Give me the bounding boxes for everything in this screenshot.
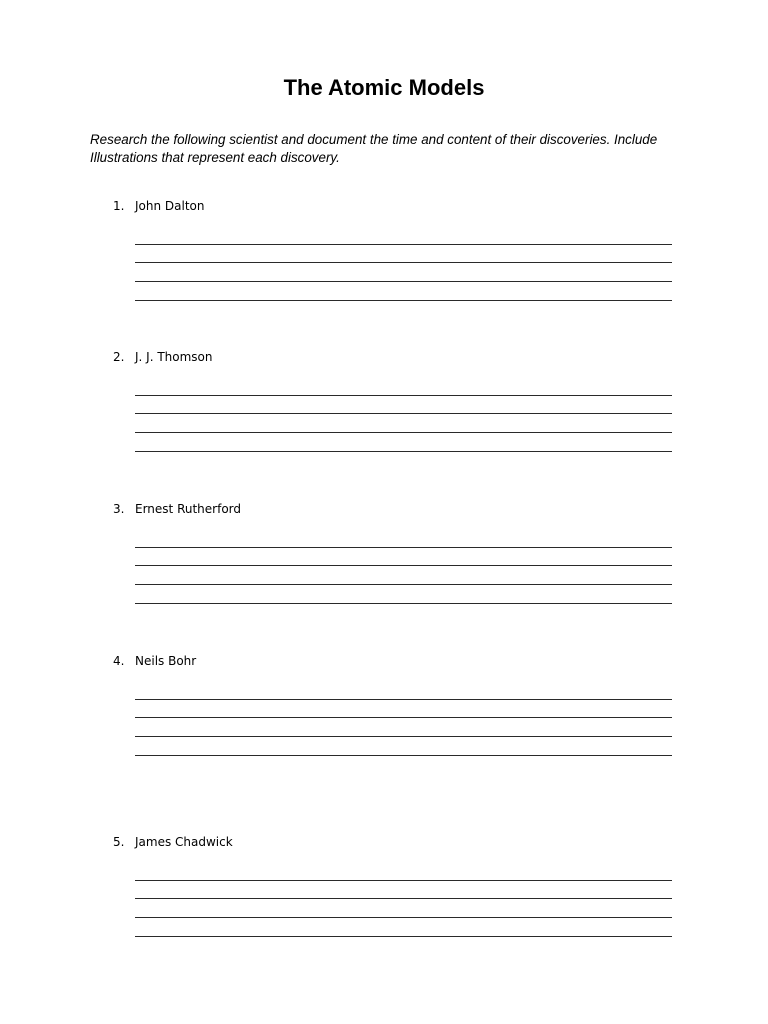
question-item bbox=[0, 652, 768, 782]
question-number: 3. bbox=[113, 502, 125, 516]
question-item bbox=[0, 500, 768, 630]
answer-line[interactable] bbox=[135, 898, 672, 899]
answer-line[interactable] bbox=[135, 603, 672, 604]
answer-line[interactable] bbox=[135, 262, 672, 263]
answer-line[interactable] bbox=[135, 736, 672, 737]
question-number: 5. bbox=[113, 835, 125, 849]
answer-line[interactable] bbox=[135, 880, 672, 881]
page-title: The Atomic Models bbox=[283, 75, 485, 100]
answer-line[interactable] bbox=[135, 584, 672, 585]
answer-line[interactable] bbox=[135, 755, 672, 756]
instructions-text: Research the following scientist and document the time and content of their discoveries. Include Illustrations that represent each discovery. bbox=[90, 132, 658, 165]
answer-lines bbox=[135, 873, 672, 953]
answer-line[interactable] bbox=[135, 395, 672, 396]
answer-line[interactable] bbox=[135, 936, 672, 937]
scientist-name: J. J. Thomson bbox=[135, 350, 213, 364]
scientist-name: John Dalton bbox=[135, 199, 205, 213]
question-number: 1. bbox=[113, 199, 125, 213]
answer-line[interactable] bbox=[135, 699, 672, 700]
answer-line[interactable] bbox=[135, 917, 672, 918]
question-number: 4. bbox=[113, 654, 125, 668]
scientist-name: Neils Bohr bbox=[135, 654, 197, 668]
answer-line[interactable] bbox=[135, 717, 672, 718]
answer-line[interactable] bbox=[135, 413, 672, 414]
question-item bbox=[0, 348, 768, 478]
answer-line[interactable] bbox=[135, 565, 672, 566]
scientist-name: Ernest Rutherford bbox=[135, 502, 242, 516]
answer-line[interactable] bbox=[135, 547, 672, 548]
answer-line[interactable] bbox=[135, 281, 672, 282]
scientist-name: James Chadwick bbox=[135, 835, 233, 849]
answer-line[interactable] bbox=[135, 432, 672, 433]
question-item bbox=[0, 197, 768, 327]
answer-lines bbox=[135, 540, 672, 620]
answer-lines bbox=[135, 692, 672, 772]
answer-line[interactable] bbox=[135, 300, 672, 301]
question-item bbox=[0, 833, 768, 963]
question-number: 2. bbox=[113, 350, 125, 364]
answer-lines bbox=[135, 237, 672, 317]
answer-line[interactable] bbox=[135, 244, 672, 245]
answer-line[interactable] bbox=[135, 451, 672, 452]
answer-lines bbox=[135, 388, 672, 468]
